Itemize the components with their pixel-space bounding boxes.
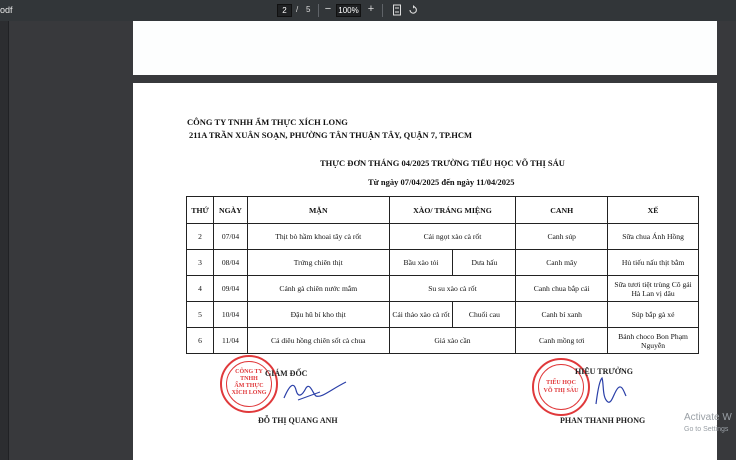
stamp-text: VÕ THỊ SÁU bbox=[543, 388, 579, 394]
cell-man: Thịt bò hầm khoai tây cà rốt bbox=[247, 224, 389, 250]
cell-xao: Su su xào cà rốt bbox=[389, 276, 516, 302]
company-stamp bbox=[220, 355, 278, 413]
left-signer-role: GIÁM ĐỐC bbox=[265, 369, 308, 378]
date-range: Từ ngày 07/04/2025 đến ngày 11/04/2025 bbox=[368, 177, 515, 187]
document-filename: odf bbox=[0, 5, 13, 15]
activation-watermark-subtitle: Go to Settings bbox=[684, 426, 729, 433]
stamp-text: ẨM THỰC bbox=[234, 383, 264, 389]
column-header-ngay: NGÀY bbox=[213, 197, 247, 224]
company-name: CÔNG TY TNHH ẨM THỰC XÍCH LONG bbox=[187, 117, 348, 127]
left-signature bbox=[280, 376, 350, 406]
stamp-text: TIỂU HỌC bbox=[546, 380, 576, 386]
cell-man: Trứng chiên thịt bbox=[247, 250, 389, 276]
column-header-xe: XẾ bbox=[608, 197, 699, 224]
pdf-page-1 bbox=[133, 21, 717, 75]
right-signer-role: HIỆU TRƯỞNG bbox=[575, 367, 634, 376]
cell-xao: Bầu xào tỏi bbox=[389, 250, 453, 276]
cell-trang-mieng: Chuối cau bbox=[453, 302, 516, 328]
table-row bbox=[187, 276, 699, 302]
page-separator: / bbox=[296, 5, 299, 14]
cell-ngay: 08/04 bbox=[213, 250, 247, 276]
cell-xao: Giá xào cần bbox=[389, 328, 516, 354]
rotate-icon[interactable] bbox=[407, 4, 419, 16]
cell-xe: Sữa tươi tiệt trùng Cô gái Hà Lan vị dâu bbox=[608, 276, 699, 302]
cell-canh: Canh mồng tơi bbox=[516, 328, 608, 354]
cell-man: Cá diêu hồng chiên sốt cà chua bbox=[247, 328, 389, 354]
sidebar-divider bbox=[8, 21, 9, 460]
cell-thu: 6 bbox=[187, 328, 214, 354]
cell-xao: Cải ngọt xào cà rốt bbox=[389, 224, 516, 250]
cell-xe: Sữa chua Ánh Hồng bbox=[608, 224, 699, 250]
table-header-row bbox=[187, 197, 699, 224]
cell-man: Đậu hũ bí kho thịt bbox=[247, 302, 389, 328]
cell-trang-mieng: Dưa hấu bbox=[453, 250, 516, 276]
zoom-level-input[interactable]: 100% bbox=[336, 4, 361, 17]
left-signer-name: ĐỖ THỊ QUANG ANH bbox=[258, 416, 338, 425]
cell-xe: Hủ tiếu nấu thịt bằm bbox=[608, 250, 699, 276]
cell-thu: 2 bbox=[187, 224, 214, 250]
column-header-xao-trang-mieng: XÀO/ TRÁNG MIỆNG bbox=[389, 197, 516, 224]
menu-title: THỰC ĐƠN THÁNG 04/2025 TRƯỜNG TIỂU HỌC VÕ THỊ SÁU bbox=[320, 158, 565, 168]
column-header-thu: THỨ bbox=[187, 197, 214, 224]
total-pages: 5 bbox=[306, 5, 311, 14]
stamp-text: CÔNG TY bbox=[235, 369, 263, 375]
column-header-man: MẶN bbox=[247, 197, 389, 224]
fit-page-icon[interactable] bbox=[391, 4, 403, 16]
cell-xe: Súp bắp gà xé bbox=[608, 302, 699, 328]
table-row bbox=[187, 302, 699, 328]
right-signer-name: PHAN THANH PHONG bbox=[560, 416, 646, 425]
page-number-input[interactable]: 2 bbox=[277, 4, 292, 17]
cell-ngay: 07/04 bbox=[213, 224, 247, 250]
cell-canh: Canh chua bắp cải bbox=[516, 276, 608, 302]
cell-thu: 3 bbox=[187, 250, 214, 276]
company-address: 211A TRẦN XUÂN SOẠN, PHƯỜNG TÂN THUẬN TÂY, QUẬN 7, TP.HCM bbox=[189, 130, 473, 140]
zoom-out-button[interactable]: − bbox=[324, 3, 332, 15]
table-row bbox=[187, 328, 699, 354]
cell-ngay: 09/04 bbox=[213, 276, 247, 302]
pdf-toolbar bbox=[0, 0, 736, 21]
right-signature bbox=[590, 374, 630, 410]
toolbar-divider bbox=[318, 4, 319, 17]
cell-canh: Canh mây bbox=[516, 250, 608, 276]
cell-ngay: 11/04 bbox=[213, 328, 247, 354]
toolbar-divider bbox=[382, 4, 383, 17]
cell-canh: Canh bí xanh bbox=[516, 302, 608, 328]
cell-xe: Bánh choco Bon Phạm Nguyễn bbox=[608, 328, 699, 354]
table-row bbox=[187, 250, 699, 276]
column-header-canh: CANH bbox=[516, 197, 608, 224]
stamp-text: TNHH bbox=[240, 376, 258, 382]
cell-canh: Canh súp bbox=[516, 224, 608, 250]
cell-xao: Cải thảo xào cà rốt bbox=[389, 302, 453, 328]
left-sidebar-strip bbox=[0, 21, 8, 460]
zoom-in-button[interactable]: + bbox=[367, 3, 375, 15]
cell-thu: 5 bbox=[187, 302, 214, 328]
menu-table bbox=[186, 196, 699, 354]
cell-ngay: 10/04 bbox=[213, 302, 247, 328]
cell-thu: 4 bbox=[187, 276, 214, 302]
stamp-text: XÍCH LONG bbox=[231, 390, 267, 396]
table-row bbox=[187, 224, 699, 250]
cell-man: Cánh gà chiên nước mắm bbox=[247, 276, 389, 302]
activation-watermark-title: Activate W bbox=[684, 412, 732, 423]
